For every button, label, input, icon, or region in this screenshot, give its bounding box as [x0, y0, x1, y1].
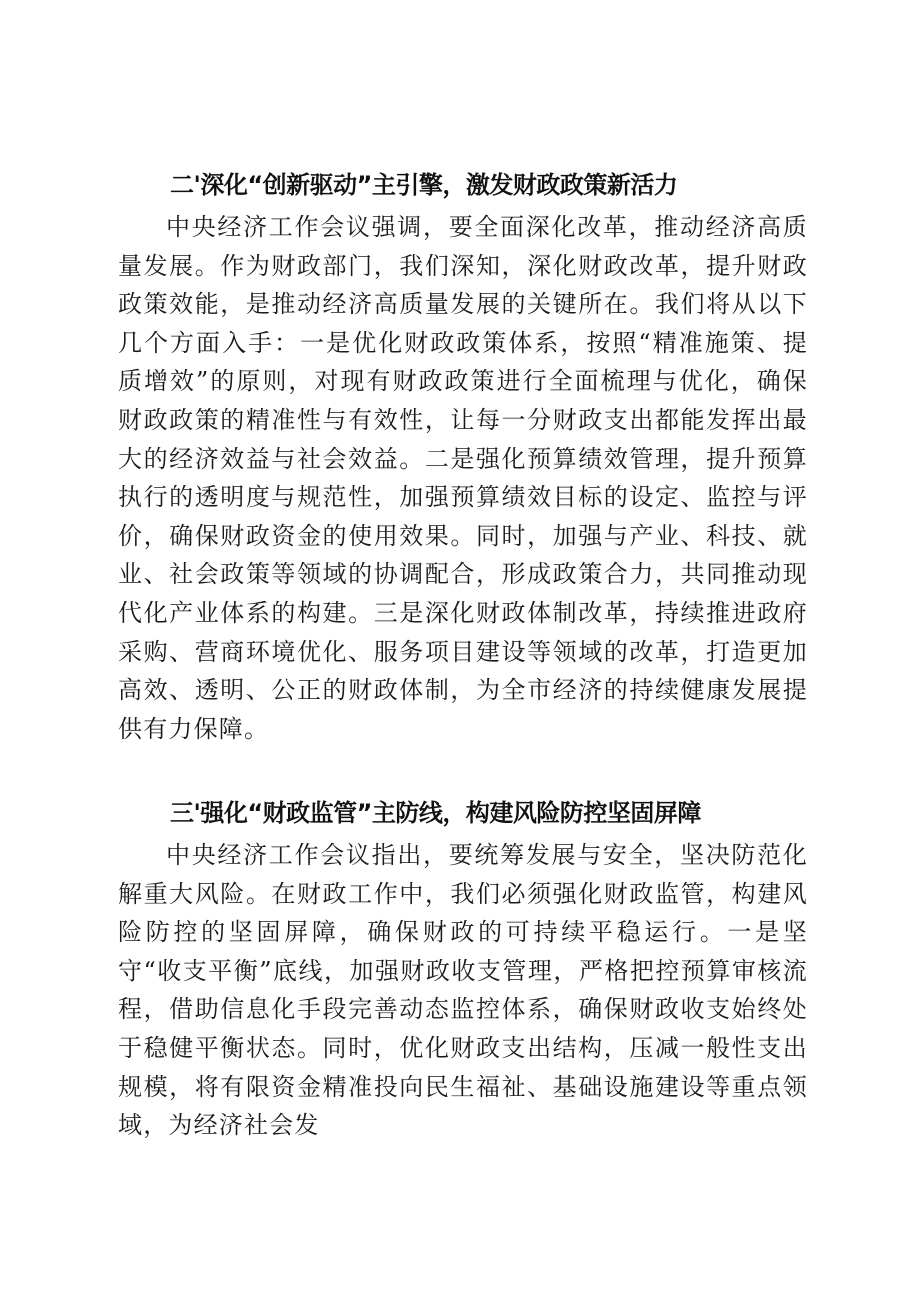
- section-2-heading: 二'深化“创新驱动”主引擎，激发财政政策新活力: [170, 171, 678, 199]
- section-2-paragraph: 中央经济工作会议强调，要全面深化改革，推动经济高质量发展。作为财政部门，我们深知，深化财政改革，提升财政政策效能，是推动经济高质量发展的关键所在。我们将从以下几个方面入手：一是优化财政政策体系，按照“精准施策、提质增效”的原则，对现有财政政策进行全面梳理与优化，确保财政政策的精准性与有效性，让每一分财政支出都能发挥出最大的经济效益与社会效益。二是强化预算绩效管理，提升预算执行的透明度与规范性，加强预算绩效目标的设定、监控与评价，确保财政资金的使用效果。同时，加强与产业、科技、就业、社会政策等领域的协调配合，形成政策合力，共同推动现代化产业体系的构建。三是深化财政体制改革，持续推进政府采购、营商环境优化、服务项目建设等领域的改革，打造更加高效、透明、公正的财政体制，为全市经济的持续健康发展提供有力保障。: [118, 213, 808, 743]
- section-3-heading: 三'强化“财政监管”主防线，构建风险防控坚固屏障: [170, 799, 701, 827]
- document-content: [118, 166, 808, 1145]
- section-3-paragraph: 中央经济工作会议指出，要统筹发展与安全，坚决防范化解重大风险。在财政工作中，我们必须强化财政监管，构建风险防控的坚固屏障，确保财政的可持续平稳运行。一是坚守“收支平衡”底线，加强财政收支管理，严格把控预算审核流程，借助信息化手段完善动态监控体系，确保财政收支始终处于稳健平衡状态。同时，优化财政支出结构，压减一般性支出规模，将有限资金精准投向民生福祉、基础设施建设等重点领域，为经济社会发: [118, 841, 808, 1140]
